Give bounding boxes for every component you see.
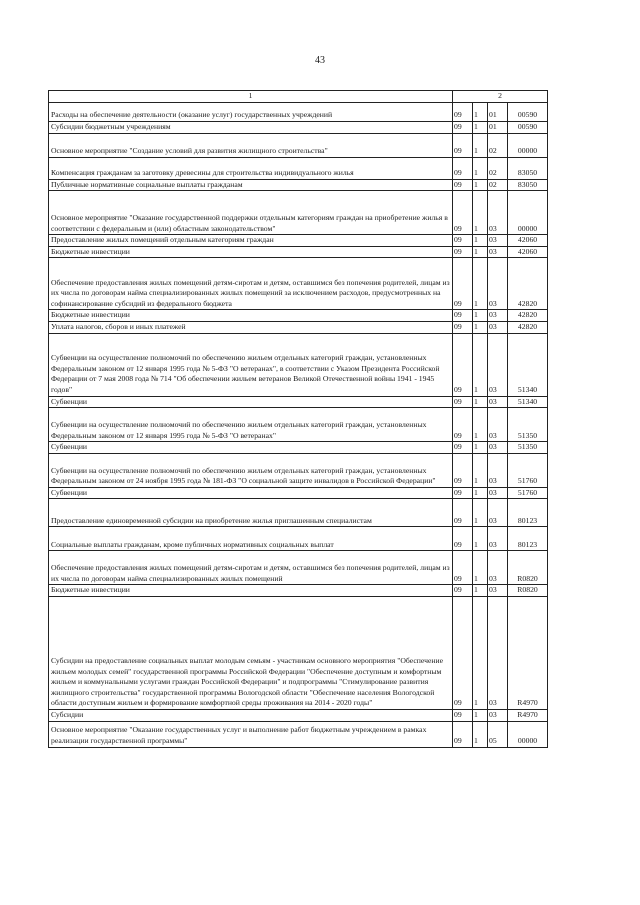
table-row	[49, 321, 548, 333]
row-code-program: 1	[473, 333, 488, 396]
row-description: Бюджетные инвестиции	[49, 585, 453, 597]
table-row	[49, 527, 548, 551]
row-code-program: 1	[473, 585, 488, 597]
row-code-section: 09	[453, 551, 473, 585]
table-row	[49, 396, 548, 408]
row-code-section: 09	[453, 585, 473, 597]
row-code-program: 1	[473, 721, 488, 747]
row-code-section: 09	[453, 596, 473, 709]
row-description: Публичные нормативные социальные выплаты гражданам	[49, 179, 453, 191]
row-code-program: 1	[473, 551, 488, 585]
row-code-program: 1	[473, 235, 488, 247]
row-code-program: 1	[473, 499, 488, 527]
table-row	[49, 103, 548, 122]
row-code-direction: 42820	[508, 258, 548, 310]
budget-table	[48, 90, 548, 748]
table-row	[49, 442, 548, 454]
row-code-program: 1	[473, 191, 488, 235]
table-row	[49, 408, 548, 442]
row-code-section: 09	[453, 321, 473, 333]
table-row	[49, 487, 548, 499]
row-code-program: 1	[473, 157, 488, 179]
row-code-subprogram: 03	[488, 551, 508, 585]
row-code-direction: 51340	[508, 396, 548, 408]
row-code-program: 1	[473, 709, 488, 721]
row-description: Основное мероприятие "Оказание государственной поддержки отдельным категориям граждан на приобретение жилья в соответствии с федеральным и (или) областным законодательством"	[49, 191, 453, 235]
row-code-section: 09	[453, 487, 473, 499]
row-description: Бюджетные инвестиции	[49, 246, 453, 258]
row-code-section: 09	[453, 499, 473, 527]
row-code-program: 1	[473, 487, 488, 499]
row-code-subprogram: 03	[488, 487, 508, 499]
row-code-direction: 83050	[508, 157, 548, 179]
row-code-direction: 00590	[508, 103, 548, 122]
row-description: Субвенции	[49, 487, 453, 499]
row-code-direction: 00000	[508, 133, 548, 157]
row-code-program: 1	[473, 258, 488, 310]
row-description: Основное мероприятие "Оказание государственных услуг и выполнение работ бюджетным учреждением в рамках реализации государственной программы"	[49, 721, 453, 747]
row-code-section: 09	[453, 408, 473, 442]
table-row	[49, 122, 548, 134]
row-code-subprogram: 02	[488, 133, 508, 157]
row-code-section: 09	[453, 721, 473, 747]
row-code-section: 09	[453, 179, 473, 191]
row-code-direction: 42060	[508, 235, 548, 247]
row-description: Социальные выплаты гражданам, кроме публичных нормативных социальных выплат	[49, 527, 453, 551]
row-code-section: 09	[453, 235, 473, 247]
row-code-direction: 00000	[508, 191, 548, 235]
row-code-subprogram: 05	[488, 721, 508, 747]
row-code-subprogram: 03	[488, 310, 508, 322]
row-code-subprogram: 03	[488, 235, 508, 247]
row-code-program: 1	[473, 453, 488, 487]
table-row	[49, 179, 548, 191]
row-code-subprogram: 03	[488, 709, 508, 721]
table-row	[49, 333, 548, 396]
table-row	[49, 499, 548, 527]
row-code-section: 09	[453, 442, 473, 454]
row-description: Уплата налогов, сборов и иных платежей	[49, 321, 453, 333]
row-code-direction: R4970	[508, 709, 548, 721]
row-code-subprogram: 03	[488, 408, 508, 442]
row-code-subprogram: 03	[488, 585, 508, 597]
row-code-direction: 51340	[508, 333, 548, 396]
row-code-subprogram: 03	[488, 333, 508, 396]
row-code-subprogram: 01	[488, 103, 508, 122]
row-code-section: 09	[453, 258, 473, 310]
row-code-program: 1	[473, 179, 488, 191]
row-description: Компенсация гражданам за заготовку древесины для строительства индивидуального жилья	[49, 157, 453, 179]
table-row	[49, 191, 548, 235]
row-description: Субвенции на осуществление полномочий по обеспечению жильем отдельных категорий граждан, установленных Федеральным законом от 24 ноября 1995 года № 181-ФЗ "О социальной защите инвалидов в Российской Федерации"	[49, 453, 453, 487]
row-code-section: 09	[453, 191, 473, 235]
row-code-program: 1	[473, 122, 488, 134]
row-code-subprogram: 03	[488, 596, 508, 709]
row-description: Субсидии	[49, 709, 453, 721]
row-description: Бюджетные инвестиции	[49, 310, 453, 322]
row-code-subprogram: 03	[488, 258, 508, 310]
row-code-subprogram: 01	[488, 122, 508, 134]
row-code-program: 1	[473, 596, 488, 709]
row-code-direction: 51350	[508, 442, 548, 454]
row-code-subprogram: 02	[488, 157, 508, 179]
row-code-program: 1	[473, 310, 488, 322]
table-row	[49, 246, 548, 258]
row-code-section: 09	[453, 246, 473, 258]
row-description: Обеспечение предоставления жилых помещений детям-сиротам и детям, оставшимся без попечения родителей, лицам из их числа по договорам найма специализированных жилых помещений за исключением расходов, предусмотренных на софинансирование субсидий из федерального бюджета	[49, 258, 453, 310]
row-code-subprogram: 03	[488, 499, 508, 527]
header-col-1: 1	[49, 91, 453, 103]
row-code-program: 1	[473, 442, 488, 454]
row-code-direction: 51350	[508, 408, 548, 442]
row-description: Субвенции	[49, 442, 453, 454]
row-code-section: 09	[453, 396, 473, 408]
row-code-subprogram: 03	[488, 442, 508, 454]
table-row	[49, 551, 548, 585]
table-row	[49, 709, 548, 721]
row-code-direction: 00590	[508, 122, 548, 134]
row-code-direction: 42820	[508, 310, 548, 322]
row-code-direction: 83050	[508, 179, 548, 191]
row-code-program: 1	[473, 527, 488, 551]
row-description: Субсидии бюджетным учреждениям	[49, 122, 453, 134]
row-description: Расходы на обеспечение деятельности (оказание услуг) государственных учреждений	[49, 103, 453, 122]
row-code-section: 09	[453, 103, 473, 122]
row-code-subprogram: 03	[488, 321, 508, 333]
row-code-subprogram: 02	[488, 179, 508, 191]
table-row	[49, 133, 548, 157]
row-description: Субвенции на осуществление полномочий по обеспечению жильем отдельных категорий граждан, установленных Федеральным законом от 12 января 1995 года № 5-ФЗ "О ветеранах", в соответствии с Указом Президента Российской Федерации от 7 мая 2008 года № 714 "Об обеспечении жильем ветеранов Великой Отечественной войны 1941 - 1945 годов"	[49, 333, 453, 396]
row-code-subprogram: 03	[488, 246, 508, 258]
row-code-section: 09	[453, 709, 473, 721]
row-description: Основное мероприятие "Создание условий для развития жилищного строительства"	[49, 133, 453, 157]
row-description: Предоставление жилых помещений отдельным категориям граждан	[49, 235, 453, 247]
row-description: Субсидии на предоставление социальных выплат молодым семьям - участникам основного мероприятия "Обеспечение жильем молодых семей" государственной программы Российской Федерации "Обеспечение доступным и комфортным жильем и коммунальными услугами граждан Российской Федерации" и подпрограммы "Стимулирование развития жилищного строительства" государственной программы Вологодской области "Обеспечение населения Вологодской области доступным жильем и формирование комфортной среды проживания на 2014 - 2020 годы"	[49, 596, 453, 709]
table-row	[49, 310, 548, 322]
header-col-2: 2	[453, 91, 548, 103]
row-code-section: 09	[453, 133, 473, 157]
table-row	[49, 453, 548, 487]
row-code-section: 09	[453, 527, 473, 551]
row-code-direction: 80123	[508, 499, 548, 527]
table-body	[49, 103, 548, 748]
row-code-subprogram: 03	[488, 396, 508, 408]
page-number: 43	[315, 55, 325, 66]
row-code-subprogram: 03	[488, 191, 508, 235]
table-row	[49, 157, 548, 179]
row-code-program: 1	[473, 408, 488, 442]
row-code-section: 09	[453, 157, 473, 179]
row-code-section: 09	[453, 310, 473, 322]
row-description: Субвенции	[49, 396, 453, 408]
row-code-section: 09	[453, 453, 473, 487]
row-code-program: 1	[473, 103, 488, 122]
row-description: Субвенции на осуществление полномочий по обеспечению жильем отдельных категорий граждан, установленных Федеральным законом от 12 января 1995 года № 5-ФЗ "О ветеранах"	[49, 408, 453, 442]
row-code-direction: R0820	[508, 551, 548, 585]
row-code-direction: R4970	[508, 596, 548, 709]
row-code-subprogram: 03	[488, 527, 508, 551]
row-code-section: 09	[453, 333, 473, 396]
table-row	[49, 596, 548, 709]
row-code-direction: R0820	[508, 585, 548, 597]
table-row	[49, 721, 548, 747]
row-description: Предоставление единовременной субсидии на приобретение жилья приглашенным специалистам	[49, 499, 453, 527]
row-code-program: 1	[473, 321, 488, 333]
table-row	[49, 585, 548, 597]
row-code-section: 09	[453, 122, 473, 134]
row-description: Обеспечение предоставления жилых помещений детям-сиротам и детям, оставшимся без попечения родителей, лицам из их числа по договорам найма специализированных жилых помещений	[49, 551, 453, 585]
row-code-direction: 51760	[508, 487, 548, 499]
row-code-program: 1	[473, 133, 488, 157]
row-code-direction: 00000	[508, 721, 548, 747]
table-row	[49, 258, 548, 310]
row-code-direction: 80123	[508, 527, 548, 551]
row-code-direction: 51760	[508, 453, 548, 487]
row-code-subprogram: 03	[488, 453, 508, 487]
table-header-row	[49, 91, 548, 103]
table-row	[49, 235, 548, 247]
row-code-program: 1	[473, 396, 488, 408]
row-code-direction: 42820	[508, 321, 548, 333]
row-code-direction: 42060	[508, 246, 548, 258]
row-code-program: 1	[473, 246, 488, 258]
